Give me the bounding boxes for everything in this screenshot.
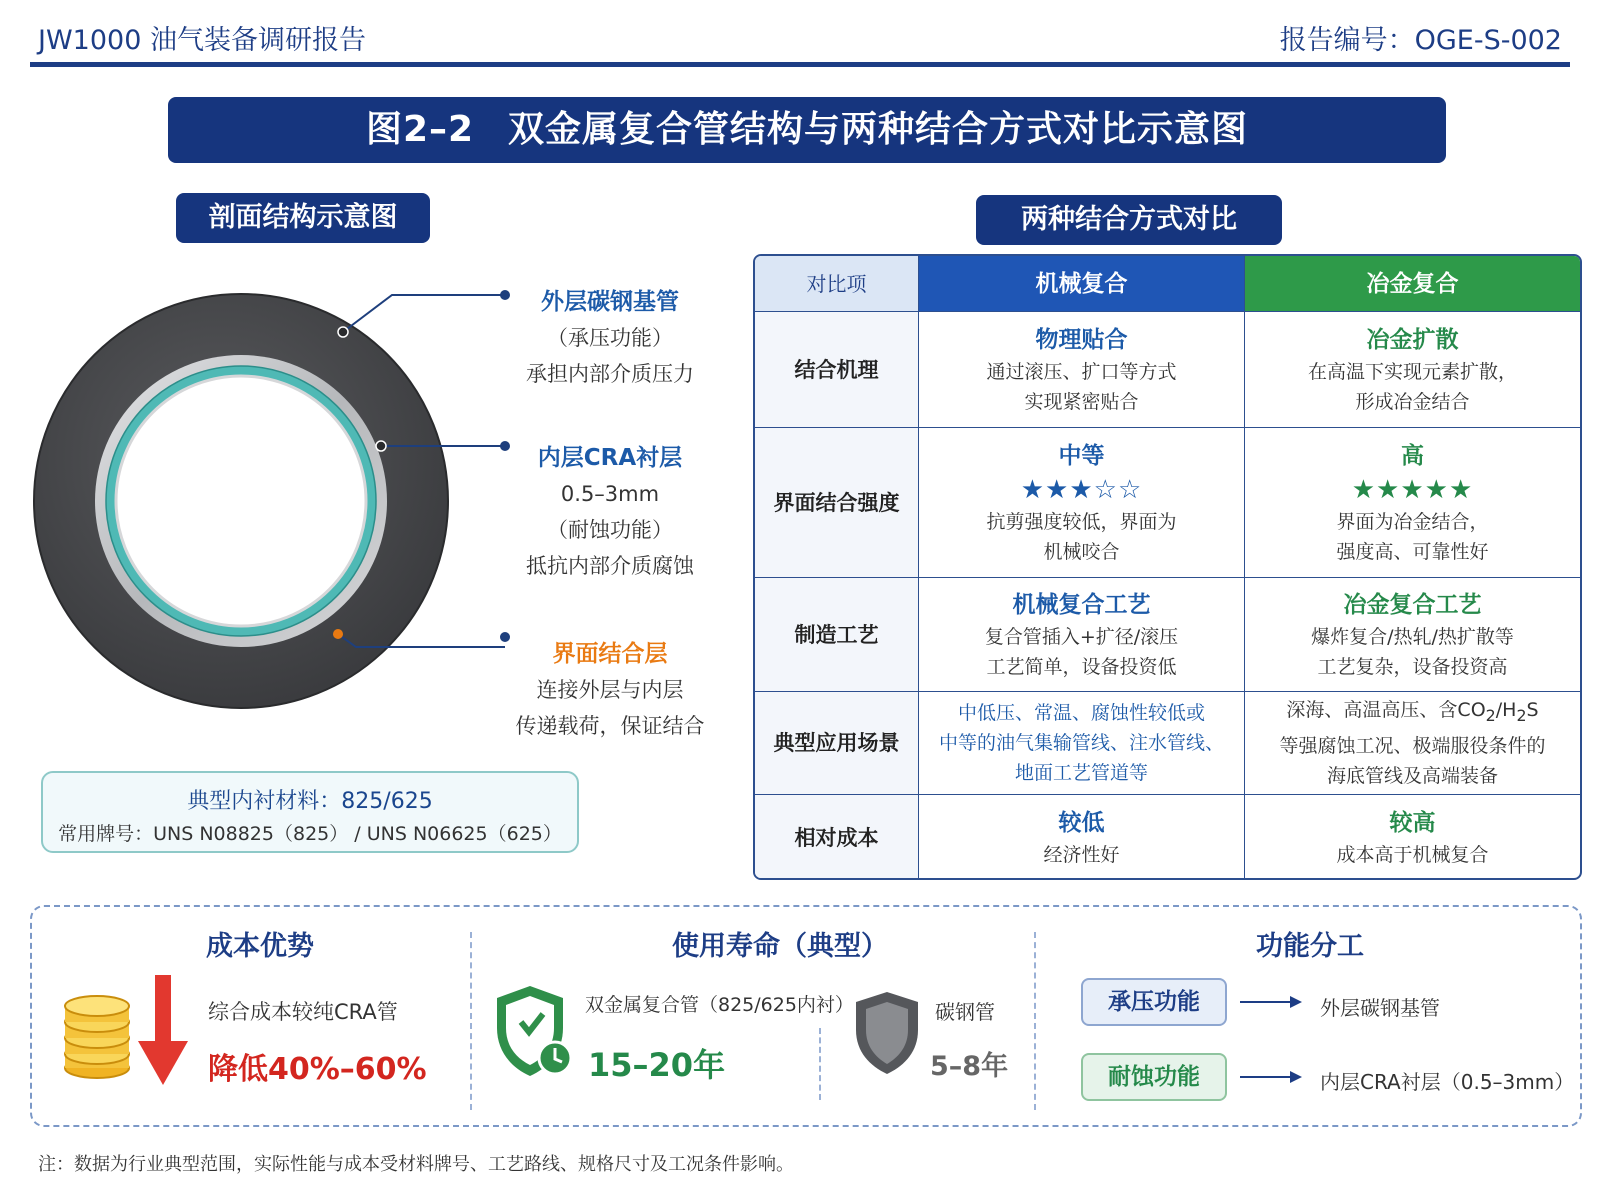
cost-metallurgical-line1: 成本高于机械复合 xyxy=(1336,843,1489,866)
inner-layer-callout xyxy=(510,440,710,584)
mechanism-mechanical-head: 物理贴合 xyxy=(1035,326,1128,353)
interface-layer-callout xyxy=(498,636,722,744)
cost-metallurgical-cell xyxy=(1245,795,1580,880)
corrosion-function-badge: 耐蚀功能 xyxy=(1081,1053,1227,1101)
function-division-title: 功能分工 xyxy=(1256,931,1364,962)
inner-layer-title: 内层CRA衬层 xyxy=(537,445,683,471)
outer-layer-marker xyxy=(338,327,348,337)
carbon-steel-life-label: 碳钢管 xyxy=(935,1000,995,1024)
outer-layer-description: 承担内部介质压力 xyxy=(526,362,694,386)
comparison-table xyxy=(753,254,1582,880)
liner-material-title: 典型内衬材料：825/625 xyxy=(187,789,433,814)
report-header xyxy=(30,14,1570,54)
mechanism-metallurgical-line1: 在高温下实现元素扩散， xyxy=(1307,360,1517,383)
cost-mechanical-line1: 经济性好 xyxy=(1043,843,1120,866)
footnote: 注：数据为行业典型范围，实际性能与成本受材料牌号、工艺路线、规格尺寸及工况条件影响。 xyxy=(38,1154,794,1175)
gold-coin-stack-icon xyxy=(62,982,132,1082)
comparison-heading: 两种结合方式对比 xyxy=(976,195,1282,245)
mechanism-metallurgical-cell xyxy=(1245,312,1580,428)
inner-layer-function: （耐蚀功能） xyxy=(547,518,673,542)
cost-mechanical-cell xyxy=(919,795,1245,880)
inner-layer-marker xyxy=(376,441,386,451)
process-mechanical-head: 机械复合工艺 xyxy=(1012,591,1151,618)
bimetal-pipe-life-label: 双金属复合管（825/625内衬） xyxy=(585,994,854,1016)
figure-title-banner xyxy=(168,97,1446,163)
cost-advantage-description: 综合成本较纯CRA管 xyxy=(208,1000,398,1024)
callout-leader-outer xyxy=(343,295,505,332)
interface-layer-line2: 传递载荷，保证结合 xyxy=(515,714,705,738)
application-metallurgical-line1-c: /H xyxy=(1495,699,1517,722)
mechanism-mechanical-cell xyxy=(919,312,1245,428)
column-header-item: 对比项 xyxy=(755,256,919,312)
arrow-right-icon xyxy=(1240,1069,1302,1085)
header-divider xyxy=(30,62,1570,67)
cost-reduction-value: 降低40%–60% xyxy=(208,1052,427,1087)
figure-number: 图2–2 xyxy=(365,109,475,150)
column-header-mechanical: 机械复合 xyxy=(919,256,1245,312)
outer-layer-callout xyxy=(510,284,710,392)
shield-clock-icon xyxy=(493,984,577,1080)
gray-shield-icon xyxy=(852,990,922,1076)
row-label-mechanism: 结合机理 xyxy=(755,312,919,428)
process-mechanical-line2: 工艺简单，设备投资低 xyxy=(986,655,1177,678)
strength-mechanical-head: 中等 xyxy=(1058,442,1105,469)
application-metallurgical-line1 xyxy=(1286,695,1538,731)
strength-metallurgical-line1: 界面为冶金结合， xyxy=(1336,510,1489,533)
cost-mechanical-head: 较低 xyxy=(1058,809,1105,836)
outer-layer-function: （承压功能） xyxy=(547,326,673,350)
outer-callout-dot xyxy=(500,290,510,300)
process-metallurgical-line2: 工艺复杂，设备投资高 xyxy=(1317,655,1508,678)
pressure-function-target: 外层碳钢基管 xyxy=(1320,996,1440,1020)
interface-layer-title: 界面结合层 xyxy=(552,641,668,667)
corrosion-function-target: 内层CRA衬层（0.5–3mm） xyxy=(1320,1070,1575,1094)
strength-metallurgical-head: 高 xyxy=(1401,442,1424,469)
mechanism-mechanical-line2: 实现紧密贴合 xyxy=(1024,390,1139,413)
strength-mechanical-cell xyxy=(919,428,1245,578)
row-label-process: 制造工艺 xyxy=(755,578,919,692)
interface-layer-marker xyxy=(333,629,343,639)
process-mechanical-line1: 复合管插入+扩径/滚压 xyxy=(984,625,1179,648)
life-divider xyxy=(819,1028,821,1100)
figure-title: 双金属复合管结构与两种结合方式对比示意图 xyxy=(508,109,1249,150)
strength-metallurgical-cell xyxy=(1245,428,1580,578)
strength-mechanical-line2: 机械咬合 xyxy=(1043,540,1120,563)
interface-layer-line1: 连接外层与内层 xyxy=(536,678,684,702)
application-mechanical-line2: 中等的油气集输管线、注水管线、 xyxy=(938,732,1224,754)
column-header-metallurgical: 冶金复合 xyxy=(1245,256,1580,312)
mechanism-metallurgical-line2: 形成冶金结合 xyxy=(1355,390,1470,413)
strength-metallurgical-star-rating: ★★★★★ xyxy=(1351,474,1474,505)
arrow-right-icon xyxy=(1240,994,1302,1010)
strength-mechanical-line1: 抗剪强度较低，界面为 xyxy=(986,510,1177,533)
report-title: JW1000 油气装备调研报告 xyxy=(38,25,366,56)
cross-section-heading: 剖面结构示意图 xyxy=(176,193,430,243)
outer-layer-title: 外层碳钢基管 xyxy=(541,289,679,315)
application-metallurgical-cell xyxy=(1245,692,1580,795)
inner-layer-thickness: 0.5–3mm xyxy=(560,482,660,506)
strength-metallurgical-line2: 强度高、可靠性好 xyxy=(1336,540,1489,563)
process-mechanical-cell xyxy=(919,578,1245,692)
bimetal-pipe-life-value: 15–20年 xyxy=(588,1046,726,1084)
inner-layer-description: 抵抗内部介质腐蚀 xyxy=(526,554,694,578)
process-metallurgical-cell xyxy=(1245,578,1580,692)
service-life-title: 使用寿命（典型） xyxy=(672,931,888,962)
application-metallurgical-line1-e: S xyxy=(1526,699,1539,722)
process-metallurgical-head: 冶金复合工艺 xyxy=(1343,591,1482,618)
liner-material-box xyxy=(41,771,579,853)
process-metallurgical-line1: 爆炸复合/热轧/热扩散等 xyxy=(1311,625,1514,648)
report-number: 报告编号：OGE-S-002 xyxy=(1279,25,1562,56)
h2s-subscript: 2 xyxy=(1516,705,1527,725)
inner-callout-dot xyxy=(500,441,510,451)
row-label-cost: 相对成本 xyxy=(755,795,919,880)
liner-material-grades: 常用牌号：UNS N08825（825） / UNS N06625（625） xyxy=(58,823,562,845)
application-metallurgical-line1-a: 深海、高温高压、含CO xyxy=(1286,699,1486,722)
row-label-strength: 界面结合强度 xyxy=(755,428,919,578)
red-down-arrow-icon xyxy=(138,975,188,1087)
cost-advantage-title: 成本优势 xyxy=(206,931,314,962)
cost-metallurgical-head: 较高 xyxy=(1389,809,1436,836)
application-metallurgical-line2: 等强腐蚀工况、极端服役条件的 xyxy=(1279,734,1546,757)
strength-mechanical-star-rating: ★★★☆☆ xyxy=(1020,474,1143,505)
pressure-function-badge: 承压功能 xyxy=(1081,978,1227,1026)
carbon-steel-life-value: 5–8年 xyxy=(930,1051,1009,1082)
application-mechanical-line3: 地面工艺管道等 xyxy=(1014,762,1148,784)
mechanism-mechanical-line1: 通过滚压、扩口等方式 xyxy=(986,360,1177,383)
pipe-bore xyxy=(116,376,366,626)
application-mechanical-cell xyxy=(919,692,1245,795)
mechanism-metallurgical-head: 冶金扩散 xyxy=(1366,326,1459,353)
application-mechanical-line1: 中低压、常温、腐蚀性较低或 xyxy=(957,702,1205,724)
co2-subscript: 2 xyxy=(1485,705,1496,725)
row-label-application: 典型应用场景 xyxy=(755,692,919,795)
application-metallurgical-line3: 海底管线及高端装备 xyxy=(1326,764,1498,787)
summary-divider-2 xyxy=(1034,932,1036,1110)
summary-divider-1 xyxy=(470,932,472,1110)
